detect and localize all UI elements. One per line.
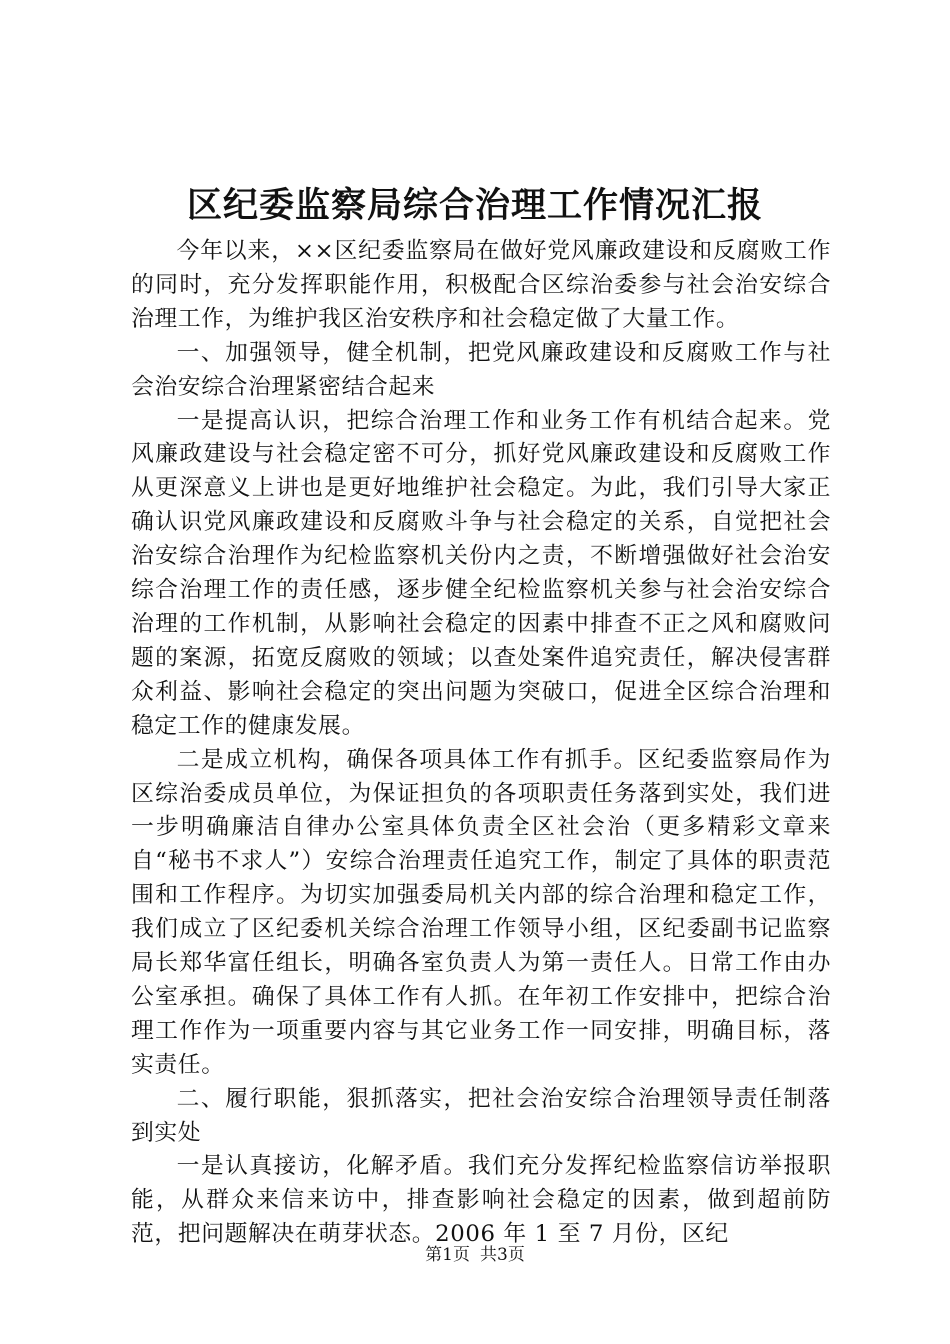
page-number: 第1页	[425, 1245, 470, 1265]
page-footer	[0, 1243, 950, 1267]
document-title: 区纪委监察局综合治理工作情况汇报	[186, 185, 763, 226]
paragraph: 今年以来，××区纪委监察局在做好党风廉政建设和反腐败工作的同时，充分发挥职能作用，积极配合区综治委参与社会治安综合治理工作，为维护我区治安秩序和社会稳定做了大量工作。	[131, 238, 831, 332]
paragraph: 一是提高认识，把综合治理工作和业务工作有机结合起来。党风廉政建设与社会稳定密不可分，抓好党风廉政建设和反腐败工作从更深意义上讲也是更好地维护社会稳定。为此，我们引导大家正确认识党风廉政建设和反腐败斗争与社会稳定的关系，自觉把社会治安综合治理作为纪检监察机关份内之责，不断增强做好社会治安综合治理工作的责任感，逐步健全纪检监察机关参与社会治安综合治理的工作机制，从影响社会稳定的因素中排查不正之风和腐败问题的案源，拓宽反腐败的领域；以查处案件追究责任，解决侵害群众利益、影响社会稳定的突出问题为突破口，促进全区综合治理和稳定工作的健康发展。	[131, 407, 831, 739]
paragraph: 一是认真接访，化解矛盾。我们充分发挥纪检监察信访举报职能，从群众来信来访中，排查影响社会稳定的因素，做到超前防范，把问题解决在萌芽状态。2006 年 1 至 7 月份，区纪	[131, 1153, 831, 1248]
section-heading: 二、履行职能，狠抓落实，把社会治安综合治理领导责任制落到实处	[131, 1085, 831, 1146]
section-heading: 一、加强领导，健全机制，把党风廉政建设和反腐败工作与社会治安综合治理紧密结合起来	[131, 339, 831, 400]
page-total: 共3页	[480, 1245, 525, 1265]
document-body	[131, 235, 831, 1252]
paragraph: 二是成立机构，确保各项具体工作有抓手。区纪委监察局作为区综治委成员单位，为保证担负的各项职责任务落到实处，我们进一步明确廉洁自律办公室具体负责全区社会治（更多精彩文章来自“秘书不求人”）安综合治理责任追究工作，制定了具体的职责范围和工作程序。为切实加强委局机关内部的综合治理和稳定工作，我们成立了区纪委机关综合治理工作领导小组，区纪委副书记监察局长郑华富任组长，明确各室负责人为第一责任人。日常工作由办公室承担。确保了具体工作有人抓。在年初工作安排中，把综合治理工作作为一项重要内容与其它业务工作一同安排，明确目标，落实责任。	[131, 746, 831, 1078]
